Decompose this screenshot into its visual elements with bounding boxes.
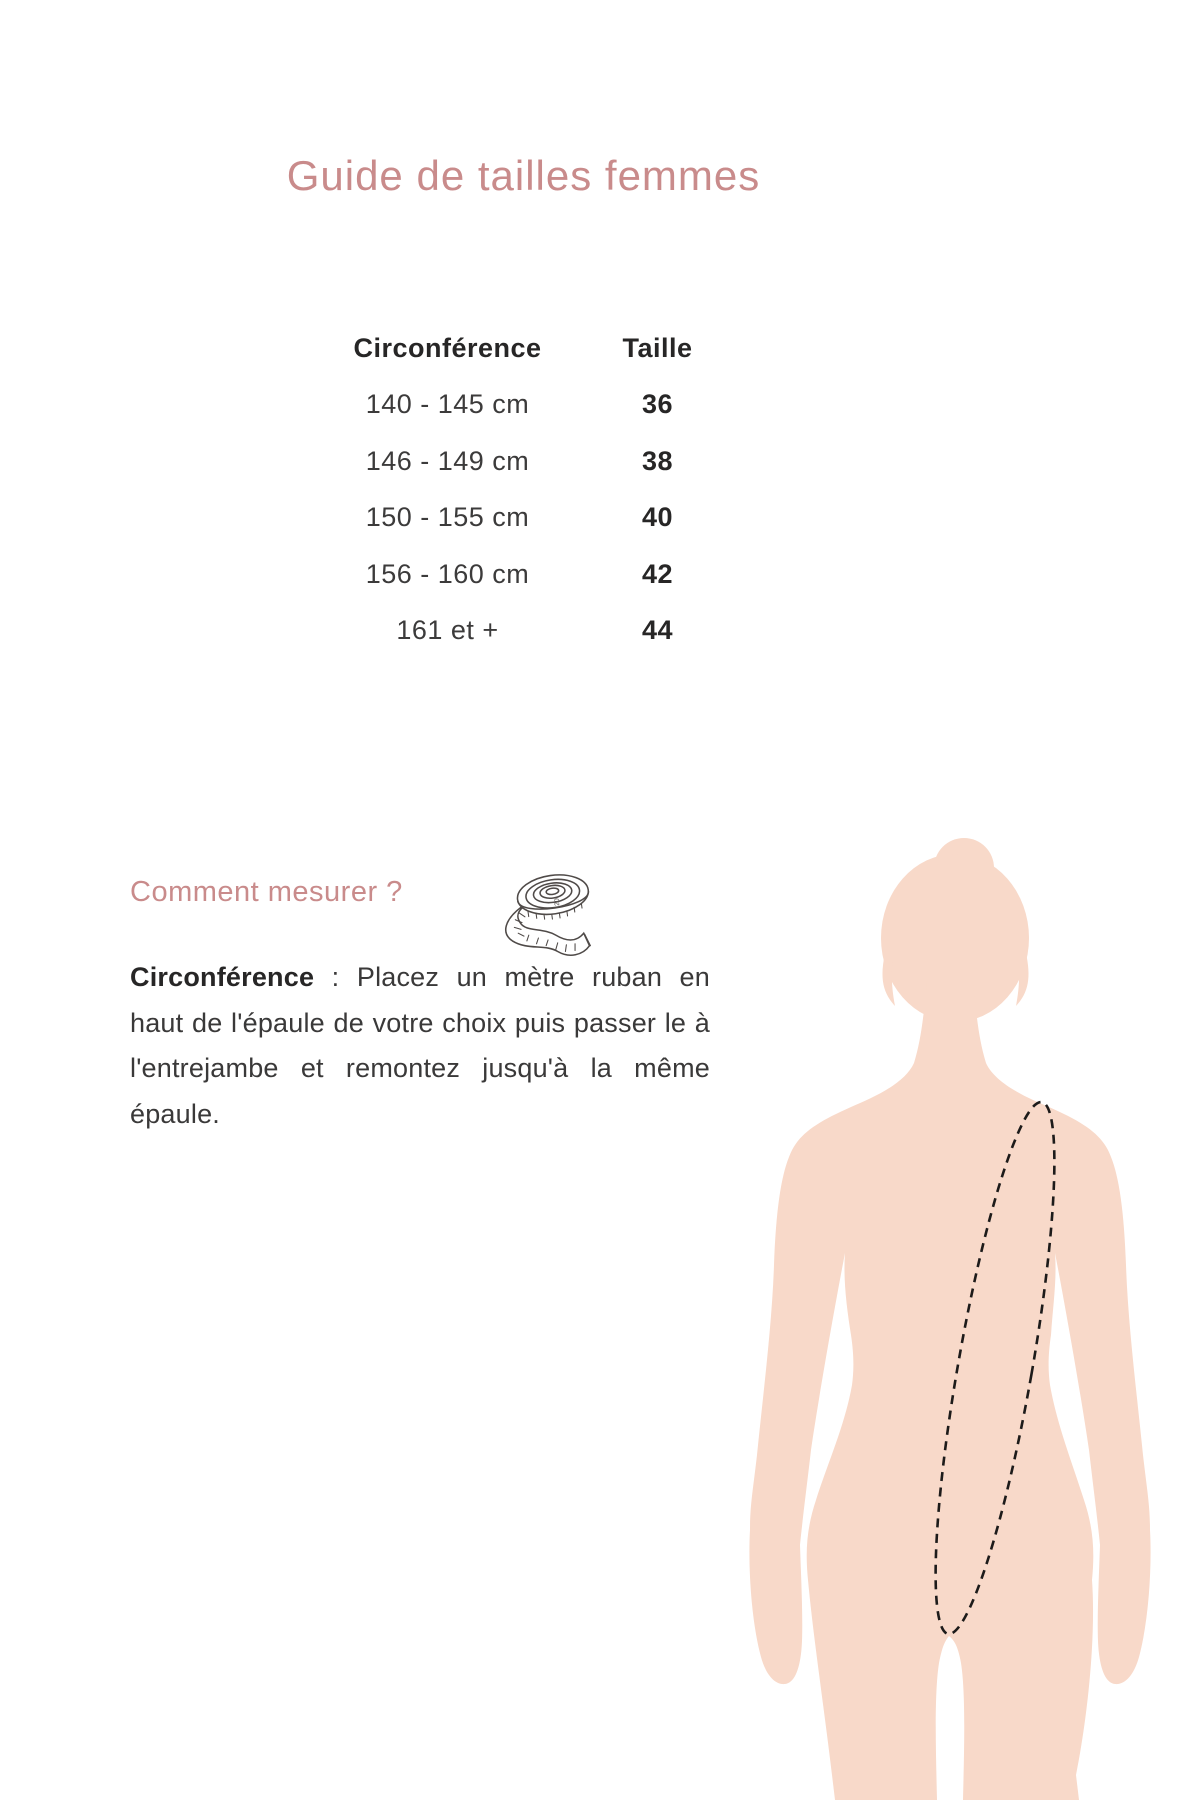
measure-term: Circonférence xyxy=(130,962,315,992)
circumference-value: 161 et + xyxy=(396,615,499,646)
measure-instructions-text: : Placez un mètre ruban en haut de l'épaule de votre choix puis passer le à l'entrejambe et remontez jusqu'à la même épaule. xyxy=(130,962,710,1129)
size-table xyxy=(330,320,750,659)
table-row xyxy=(330,603,750,660)
table-row xyxy=(330,546,750,603)
how-to-measure-heading: Comment mesurer ? xyxy=(130,876,403,908)
circumference-value: 150 - 155 cm xyxy=(365,502,530,533)
size-value: 38 xyxy=(641,445,674,476)
table-row xyxy=(330,490,750,547)
svg-text:20: 20 xyxy=(553,898,562,906)
size-value: 44 xyxy=(641,615,674,646)
column-header-circumference: Circonférence xyxy=(353,332,542,363)
page-title: Guide de tailles femmes xyxy=(286,152,761,199)
size-value: 42 xyxy=(641,558,674,589)
female-body-silhouette xyxy=(655,835,1200,1800)
circumference-value: 146 - 149 cm xyxy=(365,445,530,476)
column-header-size: Taille xyxy=(622,332,693,363)
measure-instructions xyxy=(130,955,710,1137)
table-row xyxy=(330,377,750,434)
body xyxy=(749,983,1150,1800)
table-row xyxy=(330,433,750,490)
circumference-value: 140 - 145 cm xyxy=(365,389,530,420)
size-value: 40 xyxy=(641,502,674,533)
circumference-value: 156 - 160 cm xyxy=(365,558,530,589)
tape-measure-icon xyxy=(497,862,603,962)
size-table-header-row xyxy=(330,320,750,377)
size-value: 36 xyxy=(641,389,674,420)
